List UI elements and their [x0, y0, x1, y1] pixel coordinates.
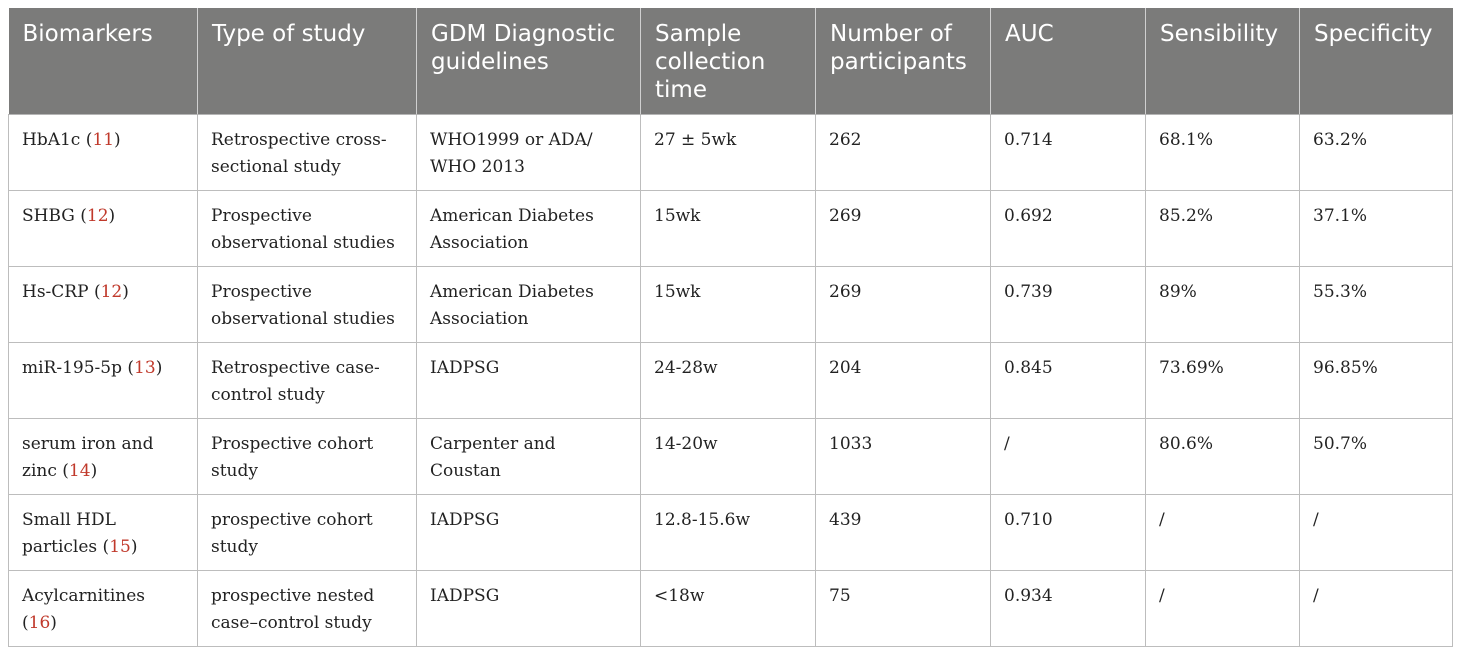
biomarker-name: serum iron and zinc: [22, 434, 154, 481]
header-biomarkers: Biomarkers: [9, 8, 198, 115]
participants-cell: 439: [816, 495, 991, 571]
table-row: [9, 495, 1453, 571]
collection-time-cell: 27 ± 5wk: [641, 115, 816, 191]
collection-time-cell: 24-28w: [641, 343, 816, 419]
reference-link[interactable]: 15: [109, 537, 131, 557]
biomarker-cell: miR-195-5p (13): [9, 343, 198, 419]
header-number-of-participants: Number of participants: [816, 8, 991, 115]
collection-time-cell: <18w: [641, 571, 816, 647]
participants-cell: 269: [816, 267, 991, 343]
study-type-cell: Retrospective cross-sectional study: [198, 115, 417, 191]
guidelines-cell: IADPSG: [417, 571, 641, 647]
biomarker-table-container: [8, 8, 1452, 647]
biomarker-name: miR-195-5p: [22, 358, 122, 378]
specificity-cell: 96.85%: [1300, 343, 1453, 419]
reference-link[interactable]: 12: [86, 206, 109, 226]
biomarker-table: [8, 8, 1453, 647]
biomarker-cell: HbA1c (11): [9, 115, 198, 191]
specificity-cell: 37.1%: [1300, 191, 1453, 267]
sensibility-cell: 85.2%: [1146, 191, 1300, 267]
auc-cell: 0.845: [991, 343, 1146, 419]
reference-link[interactable]: 16: [28, 613, 51, 633]
collection-time-cell: 14-20w: [641, 419, 816, 495]
sensibility-cell: 80.6%: [1146, 419, 1300, 495]
table-row: [9, 267, 1453, 343]
biomarker-cell: Acylcarnitines (16): [9, 571, 198, 647]
reference-link[interactable]: 14: [68, 461, 91, 481]
biomarker-name: SHBG: [22, 206, 75, 226]
sensibility-cell: 89%: [1146, 267, 1300, 343]
study-type-cell: Prospective cohort study: [198, 419, 417, 495]
header-type-of-study: Type of study: [198, 8, 417, 115]
guidelines-cell: WHO1999 or ADA/ WHO 2013: [417, 115, 641, 191]
study-type-cell: Prospective observational studies: [198, 191, 417, 267]
guidelines-cell: IADPSG: [417, 343, 641, 419]
header-sample-collection-time: Sample collection time: [641, 8, 816, 115]
auc-cell: 0.710: [991, 495, 1146, 571]
auc-cell: 0.692: [991, 191, 1146, 267]
table-row: [9, 419, 1453, 495]
study-type-cell: Prospective observational studies: [198, 267, 417, 343]
guidelines-cell: IADPSG: [417, 495, 641, 571]
guidelines-cell: Carpenter and Coustan: [417, 419, 641, 495]
auc-cell: /: [991, 419, 1146, 495]
sensibility-cell: /: [1146, 571, 1300, 647]
reference-link[interactable]: 13: [134, 358, 156, 378]
collection-time-cell: 15wk: [641, 191, 816, 267]
table-row: [9, 115, 1453, 191]
biomarker-name: Small HDL particles: [22, 510, 116, 557]
specificity-cell: 63.2%: [1300, 115, 1453, 191]
table-row: [9, 343, 1453, 419]
collection-time-cell: 12.8-15.6w: [641, 495, 816, 571]
specificity-cell: /: [1300, 495, 1453, 571]
table-row: [9, 571, 1453, 647]
biomarker-name: HbA1c: [22, 130, 81, 150]
header-auc: AUC: [991, 8, 1146, 115]
header-row: [9, 8, 1453, 115]
participants-cell: 262: [816, 115, 991, 191]
header-gdm-guidelines: GDM Diagnostic guidelines: [417, 8, 641, 115]
biomarker-cell: SHBG (12): [9, 191, 198, 267]
auc-cell: 0.739: [991, 267, 1146, 343]
specificity-cell: 55.3%: [1300, 267, 1453, 343]
biomarker-cell: Hs-CRP (12): [9, 267, 198, 343]
guidelines-cell: American Diabetes Association: [417, 267, 641, 343]
specificity-cell: 50.7%: [1300, 419, 1453, 495]
study-type-cell: prospective nested case–control study: [198, 571, 417, 647]
header-sensibility: Sensibility: [1146, 8, 1300, 115]
biomarker-name: Acylcarnitines: [22, 586, 146, 606]
specificity-cell: /: [1300, 571, 1453, 647]
reference-link[interactable]: 11: [92, 130, 115, 150]
sensibility-cell: 68.1%: [1146, 115, 1300, 191]
sensibility-cell: 73.69%: [1146, 343, 1300, 419]
participants-cell: 269: [816, 191, 991, 267]
biomarker-cell: serum iron and zinc (14): [9, 419, 198, 495]
guidelines-cell: American Diabetes Association: [417, 191, 641, 267]
table-row: [9, 191, 1453, 267]
table-header: [9, 8, 1453, 115]
auc-cell: 0.714: [991, 115, 1146, 191]
biomarker-name: Hs-CRP: [22, 282, 89, 302]
participants-cell: 75: [816, 571, 991, 647]
participants-cell: 204: [816, 343, 991, 419]
biomarker-cell: Small HDL particles (15): [9, 495, 198, 571]
reference-link[interactable]: 12: [100, 282, 123, 302]
header-specificity: Specificity: [1300, 8, 1453, 115]
auc-cell: 0.934: [991, 571, 1146, 647]
study-type-cell: Retrospective case-control study: [198, 343, 417, 419]
participants-cell: 1033: [816, 419, 991, 495]
sensibility-cell: /: [1146, 495, 1300, 571]
collection-time-cell: 15wk: [641, 267, 816, 343]
table-body: [9, 115, 1453, 647]
study-type-cell: prospective cohort study: [198, 495, 417, 571]
